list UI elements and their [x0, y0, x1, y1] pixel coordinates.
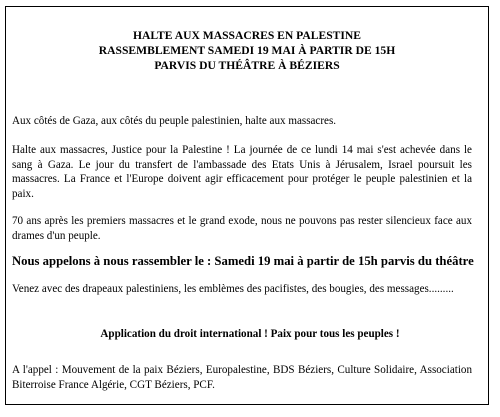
document-frame	[5, 6, 489, 405]
header-event-date: RASSEMBLEMENT SAMEDI 19 MAI À PARTIR DE 15H	[98, 44, 396, 57]
header-event-location: PARVIS DU THÉÂTRE À BÉZIERS	[154, 59, 340, 72]
document-header	[6, 28, 488, 73]
intro-paragraph: Aux côtés de Gaza, aux côtés du peuple palestinien, halte aux massacres.	[12, 115, 337, 127]
history-paragraph: 70 ans après les premiers massacres et le grand exode, nous ne pouvons pas rester silencieux face aux drames d'un peuple.	[12, 215, 472, 242]
context-paragraph: Halte aux massacres, Justice pour la Palestine ! La journée de ce lundi 14 mai s'est achevée dans le sang à Gaza. Le jour du transfert de l'ambassade des Etats Unis à Jérusalem, Israel poursuit les massacres. La France et l'Europe doivent agir efficacement pour protéger le peuple palestinien et la paix.	[12, 144, 472, 200]
header-title: HALTE AUX MASSACRES EN PALESTINE	[132, 29, 362, 42]
organizers-paragraph: A l'appel : Mouvement de la paix Béziers, Europalestine, BDS Béziers, Culture Solidaire, Association Biterroise France Algérie, CGT Béziers, PCF.	[12, 364, 472, 391]
call-to-gather: Nous appelons à nous rassembler le : Samedi 19 mai à partir de 15h parvis du théâtre	[12, 254, 474, 268]
slogan: Application du droit international ! Paix pour tous les peuples !	[100, 328, 400, 340]
bring-items-paragraph: Venez avec des drapeaux palestiniens, les emblèmes des pacifistes, des bougies, des messages.........	[12, 283, 454, 295]
